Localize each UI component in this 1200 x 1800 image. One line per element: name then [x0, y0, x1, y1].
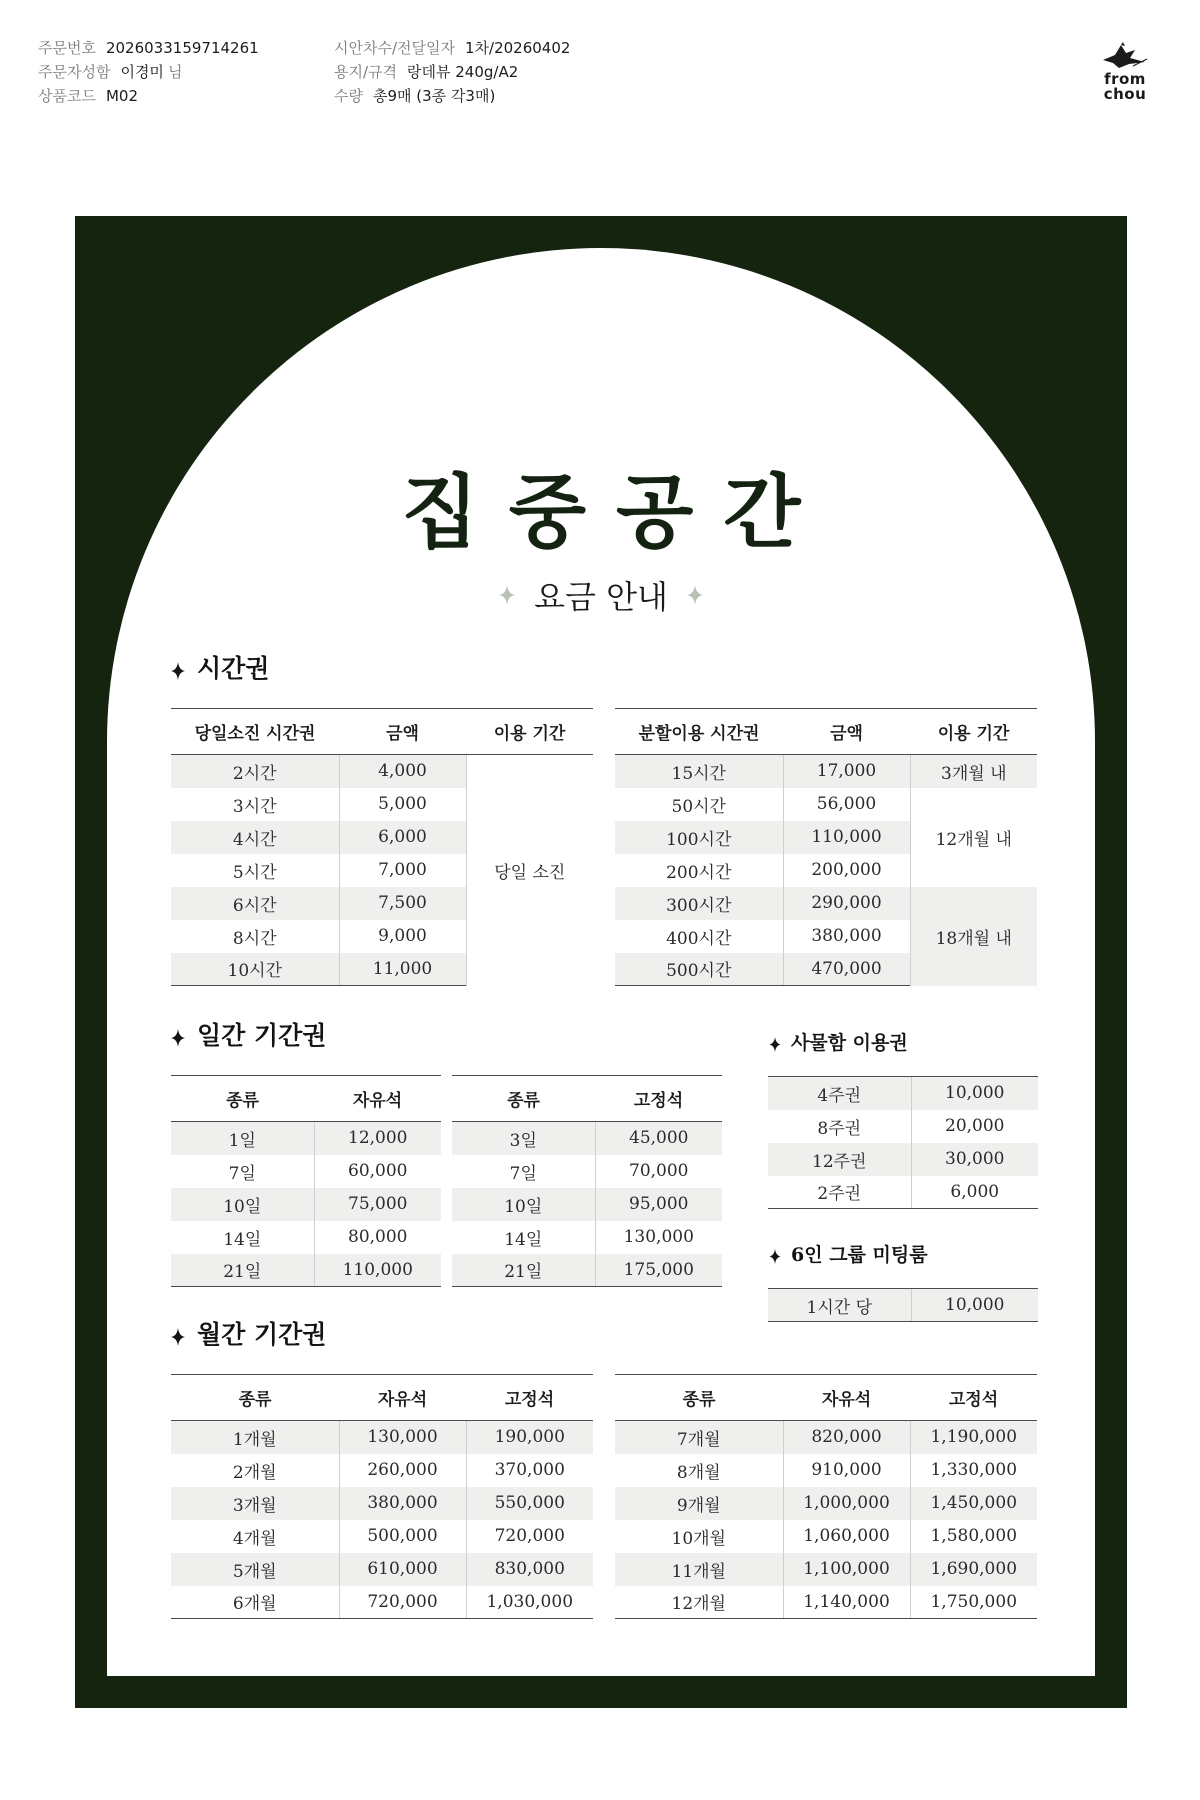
- table-cell: 10일: [171, 1188, 314, 1221]
- sparkle-icon: [499, 585, 515, 605]
- column-header: 고정석: [910, 1375, 1037, 1421]
- section-locker-label: 사물함 이용권: [791, 1032, 908, 1054]
- table-cell: 200,000: [783, 854, 910, 887]
- same-day-hour-pass-table: [171, 708, 593, 986]
- table-cell: 7,500: [339, 887, 466, 920]
- table-cell: 21일: [452, 1254, 595, 1287]
- star-bullet-icon: [769, 1037, 781, 1052]
- table-header-row: [171, 1375, 593, 1421]
- table-cell: 5,000: [339, 788, 466, 821]
- table-cell: 820,000: [783, 1421, 910, 1454]
- table-cell: 10,000: [911, 1077, 1038, 1110]
- table-cell: 4,000: [339, 755, 466, 788]
- table-cell: 400시간: [615, 920, 783, 953]
- table-cell: 15시간: [615, 755, 783, 788]
- table-cell: 110,000: [783, 821, 910, 854]
- table-row: [768, 1077, 1038, 1110]
- table-row: [615, 1454, 1037, 1487]
- paper-spec-value: 랑데뷰 240g/A2: [407, 63, 519, 81]
- table-cell: 380,000: [783, 920, 910, 953]
- poster-subtitle-row: [75, 572, 1127, 618]
- table-cell: 610,000: [339, 1553, 466, 1586]
- table-cell: 500시간: [615, 953, 783, 986]
- table-row: [768, 1289, 1038, 1322]
- daily-fixed-seat-table: [452, 1075, 722, 1287]
- table-cell: 50시간: [615, 788, 783, 821]
- section-meeting-room-label: 6인 그룹 미팅룸: [791, 1244, 928, 1266]
- table-header-row: [452, 1076, 722, 1122]
- order-number-value: 2026033159714261: [105, 39, 259, 57]
- table-row: [615, 1421, 1037, 1454]
- table-cell: 7일: [171, 1155, 314, 1188]
- table-cell: 10,000: [911, 1289, 1038, 1322]
- table-cell: 130,000: [595, 1221, 722, 1254]
- star-bullet-icon: [769, 1249, 781, 1264]
- table-row: [452, 1188, 722, 1221]
- table-header-row: [171, 1076, 441, 1122]
- brand-text-chou: chou: [1103, 85, 1147, 103]
- table-cell: 56,000: [783, 788, 910, 821]
- locker-pass-table: [768, 1076, 1038, 1209]
- column-header: 금액: [783, 709, 910, 755]
- usage-period-cell: 당일 소진: [466, 755, 593, 986]
- table-cell: 20,000: [911, 1110, 1038, 1143]
- poster-subtitle: 요금 안내: [534, 578, 668, 616]
- table-row: [768, 1176, 1038, 1209]
- star-bullet-icon: [171, 1328, 185, 1346]
- table-cell: 3일: [452, 1122, 595, 1155]
- column-header: 종류: [171, 1375, 339, 1421]
- table-cell: 720,000: [339, 1586, 466, 1619]
- product-code-label: 상품코드: [38, 87, 96, 105]
- section-daily-pass-label: 일간 기간권: [197, 1021, 327, 1050]
- table-cell: 290,000: [783, 887, 910, 920]
- column-header: 종류: [615, 1375, 783, 1421]
- table-cell: 1일: [171, 1122, 314, 1155]
- orderer-name-value: 이경미: [120, 63, 164, 81]
- table-row: [171, 1188, 441, 1221]
- table-cell: 370,000: [466, 1454, 593, 1487]
- table-row: [452, 1221, 722, 1254]
- table-row: [171, 1586, 593, 1619]
- table-row: [615, 755, 1037, 788]
- table-cell: 5개월: [171, 1553, 339, 1586]
- poster-title: 집중공간: [401, 465, 831, 559]
- daily-free-seat-table: [171, 1075, 441, 1287]
- table-cell: 1,190,000: [910, 1421, 1037, 1454]
- column-header: 자유석: [314, 1076, 441, 1122]
- table-cell: 75,000: [314, 1188, 441, 1221]
- table-cell: 9,000: [339, 920, 466, 953]
- table-cell: 470,000: [783, 953, 910, 986]
- table-cell: 6,000: [339, 821, 466, 854]
- meeting-room-table: [768, 1288, 1038, 1322]
- column-header: 종류: [171, 1076, 314, 1122]
- monthly-pass-table-left: [171, 1374, 593, 1619]
- table-cell: 10일: [452, 1188, 595, 1221]
- table-cell: 11개월: [615, 1553, 783, 1586]
- table-cell: 500,000: [339, 1520, 466, 1553]
- table-cell: 1,690,000: [910, 1553, 1037, 1586]
- table-cell: 4주권: [768, 1077, 911, 1110]
- table-row: [171, 1553, 593, 1586]
- section-time-pass-label: 시간권: [197, 654, 270, 683]
- table-row: [171, 1421, 593, 1454]
- order-info-left: [38, 36, 368, 108]
- product-code-row: [38, 84, 368, 108]
- orderer-name-label: 주문자성함: [38, 63, 111, 81]
- table-cell: 45,000: [595, 1122, 722, 1155]
- column-header: 당일소진 시간권: [171, 709, 339, 755]
- column-header: 이용 기간: [466, 709, 593, 755]
- order-number-row: [38, 36, 368, 60]
- table-cell: 1,060,000: [783, 1520, 910, 1553]
- table-cell: 11,000: [339, 953, 466, 986]
- table-row: [615, 1553, 1037, 1586]
- table-cell: 14일: [171, 1221, 314, 1254]
- table-row: [615, 1586, 1037, 1619]
- column-header: 분할이용 시간권: [615, 709, 783, 755]
- table-cell: 1,330,000: [910, 1454, 1037, 1487]
- table-cell: 95,000: [595, 1188, 722, 1221]
- table-cell: 175,000: [595, 1254, 722, 1287]
- table-cell: 2개월: [171, 1454, 339, 1487]
- draft-version-value: 1차/20260402: [464, 39, 571, 57]
- table-cell: 4개월: [171, 1520, 339, 1553]
- table-row: [768, 1110, 1038, 1143]
- table-cell: 6,000: [911, 1176, 1038, 1209]
- table-cell: 6개월: [171, 1586, 339, 1619]
- table-cell: 1,750,000: [910, 1586, 1037, 1619]
- quantity-row: [334, 84, 664, 108]
- sparkle-icon: [687, 585, 703, 605]
- table-row: [768, 1143, 1038, 1176]
- table-row: [171, 1254, 441, 1287]
- table-cell: 14일: [452, 1221, 595, 1254]
- section-locker-heading: [769, 1028, 908, 1055]
- table-row: [171, 1487, 593, 1520]
- product-code-value: M02: [105, 87, 138, 105]
- table-cell: 8개월: [615, 1454, 783, 1487]
- table-cell: 17,000: [783, 755, 910, 788]
- table-cell: 910,000: [783, 1454, 910, 1487]
- table-cell: 6시간: [171, 887, 339, 920]
- brand-logo: [1090, 40, 1160, 102]
- table-cell: 200시간: [615, 854, 783, 887]
- table-cell: 8시간: [171, 920, 339, 953]
- star-bullet-icon: [171, 662, 185, 680]
- table-cell: 10개월: [615, 1520, 783, 1553]
- table-cell: 7일: [452, 1155, 595, 1188]
- column-header: 고정석: [595, 1076, 722, 1122]
- table-cell: 1,140,000: [783, 1586, 910, 1619]
- quantity-value: 총9매 (3종 각3매): [372, 87, 496, 105]
- table-cell: 1,580,000: [910, 1520, 1037, 1553]
- table-row: [171, 1122, 441, 1155]
- paper-spec-row: [334, 60, 664, 84]
- table-cell: 300시간: [615, 887, 783, 920]
- table-row: [452, 1122, 722, 1155]
- column-header: 이용 기간: [910, 709, 1037, 755]
- orderer-honorific: 님: [167, 63, 183, 81]
- table-row: [171, 755, 593, 788]
- column-header: 자유석: [339, 1375, 466, 1421]
- price-poster: [75, 216, 1127, 1708]
- table-cell: 1,100,000: [783, 1553, 910, 1586]
- column-header: 고정석: [466, 1375, 593, 1421]
- table-cell: 12개월: [615, 1586, 783, 1619]
- usage-period-cell: 3개월 내: [910, 755, 1037, 788]
- table-row: [615, 1487, 1037, 1520]
- table-cell: 3개월: [171, 1487, 339, 1520]
- quantity-label: 수량: [334, 87, 363, 105]
- table-header-row: [615, 709, 1037, 755]
- column-header: 금액: [339, 709, 466, 755]
- orderer-name-row: [38, 60, 368, 84]
- table-row: [615, 788, 1037, 821]
- table-row: [452, 1254, 722, 1287]
- column-header: 종류: [452, 1076, 595, 1122]
- table-cell: 5시간: [171, 854, 339, 887]
- brand-text-from: from: [1104, 70, 1146, 88]
- table-header-row: [615, 1375, 1037, 1421]
- order-info-right: [334, 36, 664, 108]
- star-bullet-icon: [171, 1029, 185, 1047]
- split-hour-pass-table: [615, 708, 1037, 986]
- table-cell: 12,000: [314, 1122, 441, 1155]
- table-cell: 3시간: [171, 788, 339, 821]
- table-cell: 2시간: [171, 755, 339, 788]
- table-cell: 7,000: [339, 854, 466, 887]
- table-cell: 550,000: [466, 1487, 593, 1520]
- table-cell: 4시간: [171, 821, 339, 854]
- table-row: [452, 1155, 722, 1188]
- table-cell: 190,000: [466, 1421, 593, 1454]
- table-cell: 720,000: [466, 1520, 593, 1553]
- section-monthly-pass-label: 월간 기간권: [197, 1320, 327, 1349]
- table-cell: 80,000: [314, 1221, 441, 1254]
- section-meeting-room-heading: [769, 1240, 928, 1267]
- table-row: [171, 1155, 441, 1188]
- order-number-label: 주문번호: [38, 39, 96, 57]
- table-cell: 7개월: [615, 1421, 783, 1454]
- table-cell: 21일: [171, 1254, 314, 1287]
- column-header: 자유석: [783, 1375, 910, 1421]
- table-row: [171, 1221, 441, 1254]
- table-cell: 8주권: [768, 1110, 911, 1143]
- table-cell: 2주권: [768, 1176, 911, 1209]
- table-cell: 260,000: [339, 1454, 466, 1487]
- table-cell: 10시간: [171, 953, 339, 986]
- table-cell: 1,030,000: [466, 1586, 593, 1619]
- draft-version-row: [334, 36, 664, 60]
- table-cell: 1개월: [171, 1421, 339, 1454]
- table-cell: 1,000,000: [783, 1487, 910, 1520]
- table-cell: 830,000: [466, 1553, 593, 1586]
- table-cell: 1,450,000: [910, 1487, 1037, 1520]
- section-monthly-pass-heading: [171, 1315, 326, 1351]
- draft-version-label: 시안차수/전달일자: [334, 39, 455, 57]
- table-cell: 70,000: [595, 1155, 722, 1188]
- table-cell: 9개월: [615, 1487, 783, 1520]
- table-cell: 30,000: [911, 1143, 1038, 1176]
- table-row: [171, 1454, 593, 1487]
- usage-period-cell: 12개월 내: [910, 788, 1037, 887]
- table-cell: 110,000: [314, 1254, 441, 1287]
- table-cell: 130,000: [339, 1421, 466, 1454]
- section-daily-pass-heading: [171, 1016, 326, 1052]
- table-cell: 1시간 당: [768, 1289, 911, 1322]
- table-cell: 60,000: [314, 1155, 441, 1188]
- table-cell: 100시간: [615, 821, 783, 854]
- table-row: [171, 1520, 593, 1553]
- table-cell: 380,000: [339, 1487, 466, 1520]
- monthly-pass-table-right: [615, 1374, 1037, 1619]
- table-row: [615, 1520, 1037, 1553]
- bird-logo-icon: [1099, 40, 1151, 72]
- paper-spec-label: 용지/규격: [334, 63, 398, 81]
- table-header-row: [171, 709, 593, 755]
- table-row: [615, 887, 1037, 920]
- table-cell: 12주권: [768, 1143, 911, 1176]
- usage-period-cell: 18개월 내: [910, 887, 1037, 986]
- section-time-pass-heading: [171, 649, 269, 685]
